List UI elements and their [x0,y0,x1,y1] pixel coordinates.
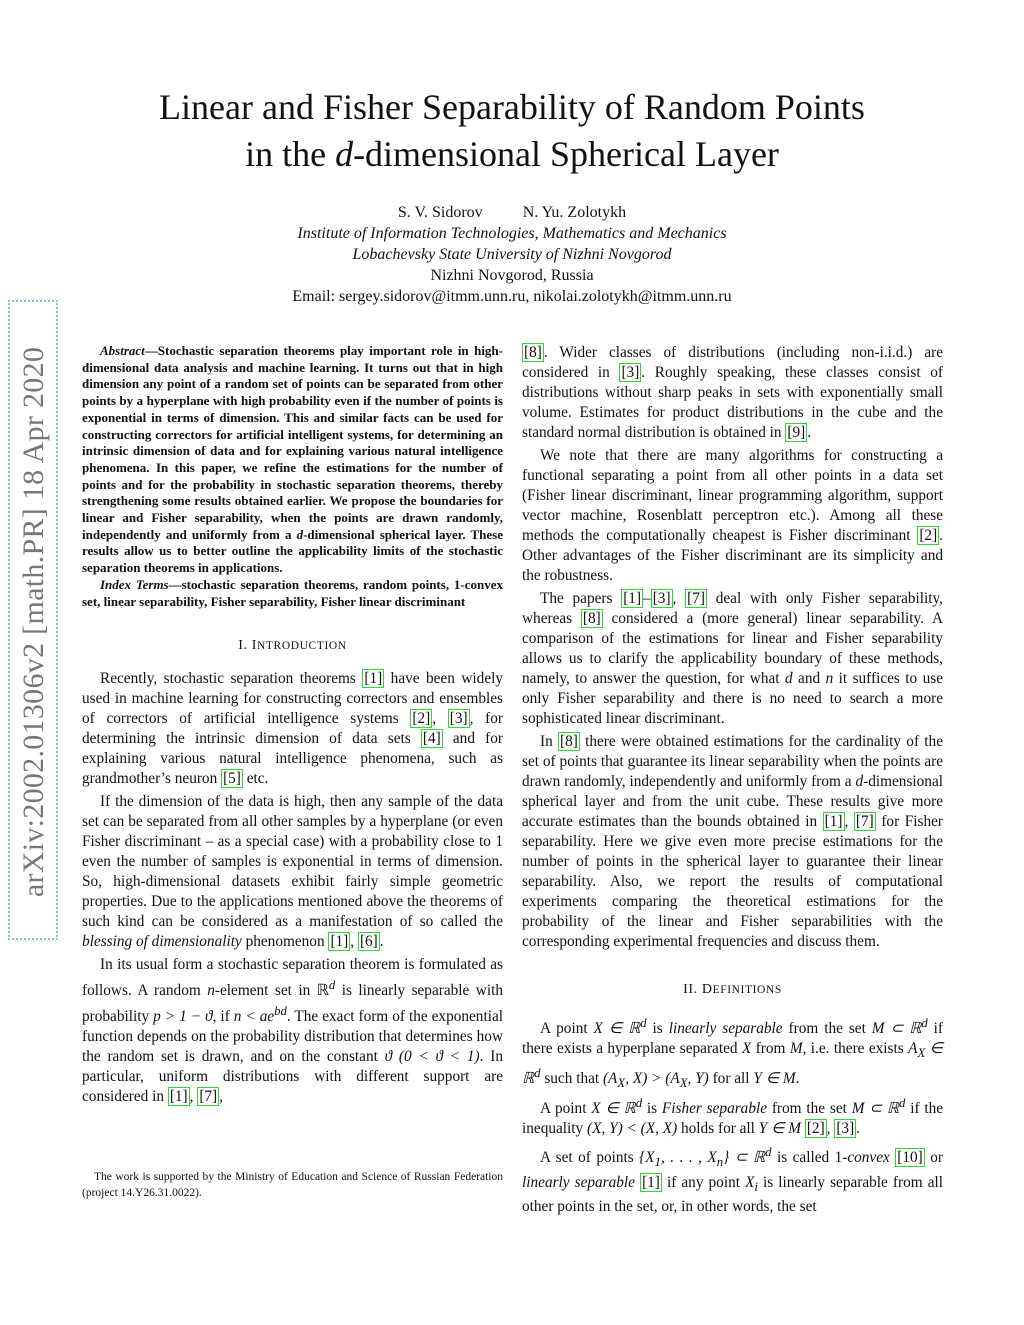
intro-paragraph-2: If the dimension of the data is high, then any sample of the data set can be separated from all other samples by a hyperplane (or even Fisher discriminant – as a special case) with a probability close to 1 even the number of samples is exponential in terms of dimension. So, high-dimensional datasets exhibit fairly simple geometric properties. Due to the applications mentioned above the theorems of such kind can be considered as a manifestation of so called the blessing of dimensionality phenomenon [1] , [6] . [82,793,503,951]
author-names [0,202,1024,223]
abstract: Abstract—Stochastic separation theorems play important role in high-dimensional data analysis and machine learning. It turns out that in high dimension any point of a random set of points can be separated from other points by a hyperplane with high probability even if the number of points is exponential in terms of dimension. This and similar facts can be used for constructing correctors for artificial intelligent systems, for determining an intrinsic dimension of data and for explaining various natural intelligence phenomena. In this paper, we refine the estimations for the number of points and for the probability in stochastic separation theorems, thereby strengthening some results obtained earlier. We propose the boundaries for linear and Fisher separability, when the points are drawn randomly, independently and uniformly from a d-dimensional spherical layer. These results allow us to better outline the applicability limits of the stochastic separation theorems in applications. [82,343,503,576]
citation-link[interactable]: [8] [559,733,578,750]
email-line: Email: sergey.sidorov@itmm.unn.ru, nikolai.zolotykh@itmm.unn.ru [292,288,732,305]
affiliation-1: Institute of Information Technologies, Mathematics and Mechanics [297,225,727,242]
title-line-2: in the d-dimensional Spherical Layer [245,134,779,174]
definition-1-convex: A set of points {$X_1$, . . . , $X_n$} ⊂ ℝ$^d$ is called 1-convex [10] or linearly separable [1] if any point $X_i$ is linearly separable from all other points in the set, or, in other words, the set [522,1145,944,1215]
abstract-label: Abstract [100,343,145,358]
index-terms-label: Index Terms [100,576,169,592]
footnote-text: The work is supported by the Ministry of Education and Science of Russian Federation (project 14.Y26.31.0022). [82,1171,503,1199]
citation-link[interactable]: [9] [787,424,806,441]
right-paragraph-4: In [8] there were obtained estimations for the cardinality of the set of points that guarantee its linear separability when the points are drawn randomly, independently and uniformly from a d-dimensional spherical layer and from the unit cube. These results give more accurate estimates than the bounds obtained in [1] , [7] for Fisher separability. Here we give even more precise estimations for the number of points in the spherical layer to guarantee their linear separability. Also, we report the results of computational experiments comparing the theoretical estimations for the probability of the linear and Fisher separabilities with the corresponding experimental frequencies and discuss them. [522,733,943,950]
footnote [82,1170,503,1201]
city: Nizhni Novgorod, Russia [430,267,594,284]
title-line-1: Linear and Fisher Separability of Random Points [159,87,865,127]
intro-paragraph-3: In its usual form a stochastic separation theorem is formulated as follows. A random n-element set in ℝ$^d$ is linearly separable with probability p > 1 − ϑ, if $n < ae^{bd}$. The exact form of the exponential function depends on the probability distribution that determines how the random set is drawn, and on the constant ϑ (0 < ϑ < 1). In particular, uniform distributions with different support are considered in [1] , [7] , [82,956,503,1106]
affiliation-2: Lobachevsky State University of Nizhni Novgorod [352,246,672,263]
author-block [0,202,1024,307]
definition-linear-separable: A point X ∈ ℝ$^d$ is linearly separable from the set M ⊂ ℝ$^d$ if there exists a hyperplane separated X from M, i.e. there exists $A_X$ ∈ ℝ$^d$ such that ($A_X$, $X) > (A_X$, Y) for all Y ∈ M. [522,1016,944,1091]
right-column [522,343,943,1217]
section-heading-definitions: II. DEFINITIONS [683,982,782,997]
right-paragraph-1: [8] . Wider classes of distributions (including non-i.i.d.) are considered in [3] . Roughly speaking, these classes consist of distributions without sharp peaks in sets with exponentially small volume. Estimates for product distributions in the cube and the standard normal distribution is obtained in [9] . [522,344,944,441]
citation-link[interactable]: [1] [330,933,349,951]
definition-fisher-separable: A point X ∈ ℝ$^d$ is Fisher separable from the set M ⊂ ℝ$^d$ if the inequality (X, Y) < (X, X) holds for all Y ∈ M [2] , [3] . [522,1096,944,1138]
citation-link[interactable]: [1] [169,1088,188,1106]
left-column [82,343,503,1107]
section-heading-introduction: I. INTRODUCTION [238,638,347,654]
arxiv-stamp-text[interactable]: arXiv:2002.01306v2 [math.PR] 18 Apr 2020 [17,346,50,898]
citation-link[interactable]: [8] [524,344,542,361]
citation-link[interactable]: [7] [855,813,874,830]
citation-link[interactable]: [3] [449,710,468,728]
citation-link[interactable]: [4] [422,730,441,748]
paper-title [0,84,1024,178]
citation-link[interactable]: [1] [642,1173,660,1191]
citation-link[interactable]: [5] [223,770,241,788]
index-terms: Index Terms—stochastic separation theorems, random points, 1-convex set, linear separability, Fisher separability, Fisher linear discriminant [82,576,503,609]
author-2: N. Yu. Zolotykh [522,204,627,221]
citation-link[interactable]: [1] [364,670,383,688]
right-paragraph-3: The papers [1] – [3] , [7] deal with only Fisher separability, whereas [8] considered a (more general) linear separability. A comparison of the estimations for linear and Fisher separability allows us to clarify the applicability boundary of these methods, namely, to answer the question, for what d and n it suffices to use only Fisher separability and there is no need to search a more sophisticated linear discriminant. [522,590,943,727]
citation-link[interactable]: [7] [687,590,705,607]
citation-link[interactable]: [3] [621,364,640,381]
citation-link[interactable]: [2] [806,1120,825,1138]
citation-link[interactable]: [3] [836,1120,855,1138]
citation-link[interactable]: [1] [623,590,642,607]
citation-link[interactable]: [1] [824,813,843,830]
right-paragraph-2: We note that there are many algorithms for constructing a functional separating a point from all other points in a data set (Fisher linear discriminant, linear programming algorithm, support vector machine, Rosenblatt perceptron etc.). Among all these methods the computationally cheapest is Fisher discriminant [2] . Other advantages of the Fisher discriminant are its simplicity and the robustness. [522,447,943,584]
citation-link[interactable]: [2] [919,527,938,544]
citation-link[interactable]: [7] [199,1088,218,1106]
citation-link[interactable]: [10] [897,1149,923,1167]
citation-link[interactable]: [2] [412,710,431,728]
citation-link[interactable]: [3] [652,590,671,607]
citation-link[interactable]: [6] [359,933,378,951]
citation-link[interactable]: [8] [582,610,601,627]
intro-paragraph-1: Recently, stochastic separation theorems [1] have been widely used in machine learning for constructing correctors and ensembles of correctors of artificial intelligence systems [2] , [3] , for determining the intrinsic dimension of data sets [4] and for explaining various natural intelligence phenomena, such as grandmother’s neuron [5] etc. [82,670,504,788]
author-1: S. V. Sidorov [397,204,483,221]
arxiv-stamp-box[interactable] [8,300,58,940]
